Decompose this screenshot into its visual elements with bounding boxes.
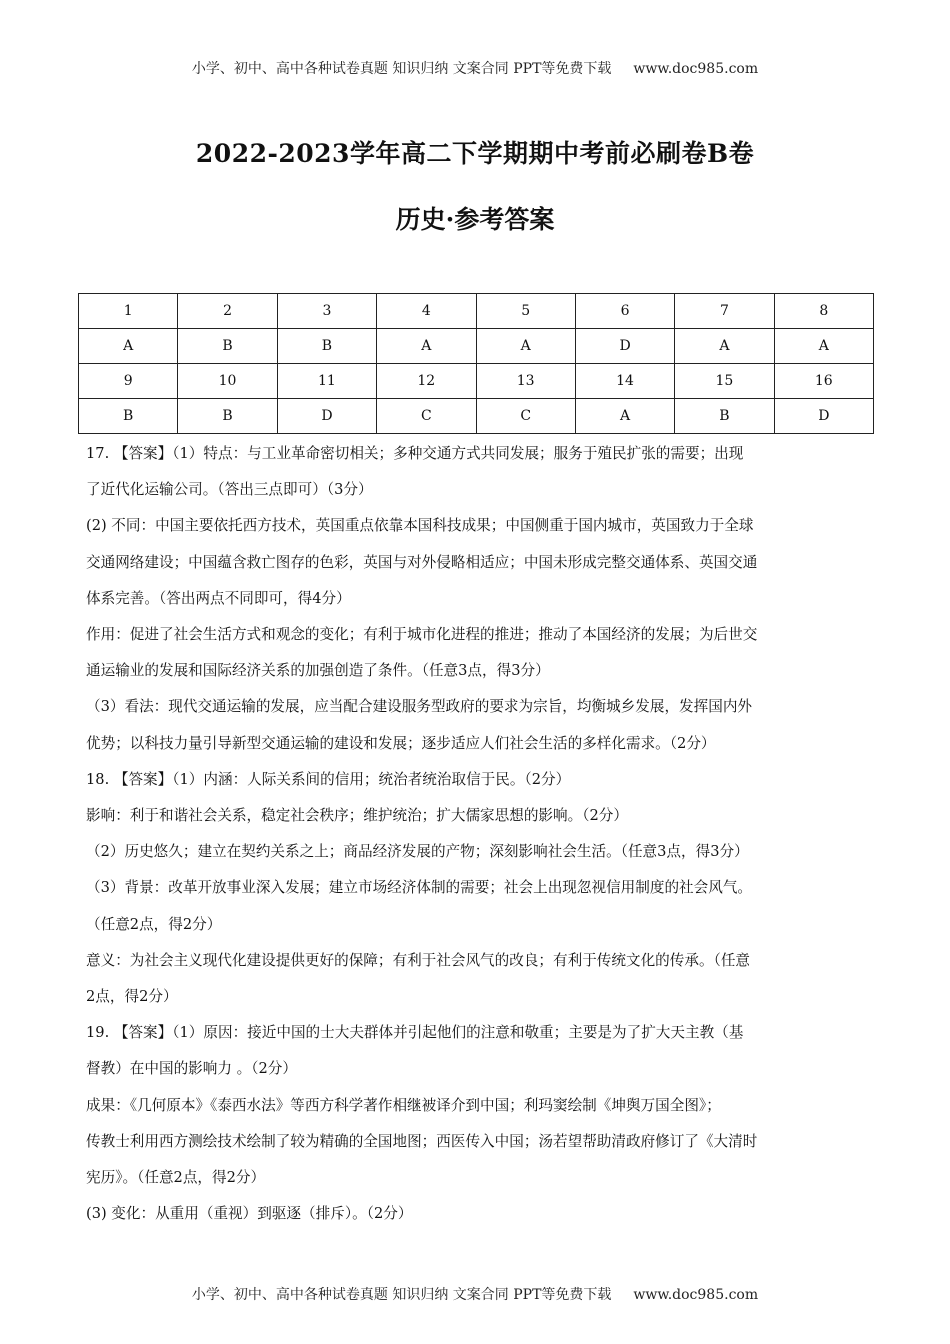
table-cell: B <box>79 399 178 434</box>
answer-line: 影响：利于和谐社会关系，稳定社会秩序；维护统治；扩大儒家思想的影响。（2分） <box>86 807 628 825</box>
table-cell: 15 <box>675 364 774 399</box>
page-header <box>0 58 950 78</box>
answer-line: 体系完善。（答出两点不同即可，得4分） <box>86 589 351 607</box>
table-cell: 4 <box>377 294 476 329</box>
question-number-row <box>79 364 874 399</box>
table-cell: A <box>675 329 774 364</box>
answer-line: 19. 【答案】（1）原因：接近中国的士大夫群体并引起他们的注意和敬重；主要是为了扩大天主教（基 <box>86 1024 744 1042</box>
answer-line: 了近代化运输公司。（答出三点即可）（3分） <box>86 481 373 499</box>
answer-row <box>79 399 874 434</box>
page-footer <box>0 1284 950 1304</box>
answer-line: 2点，得2分） <box>86 988 178 1006</box>
table-cell: D <box>774 399 873 434</box>
table-cell: 12 <box>377 364 476 399</box>
table-cell: B <box>178 329 277 364</box>
answer-line: （3）背景：改革开放事业深入发展；建立市场经济体制的需要；社会上出现忽视信用制度的社会风气。 <box>86 879 753 897</box>
answer-line: 优势；以科技力量引导新型交通运输的建设和发展；逐步适应人们社会生活的多样化需求。（2分） <box>86 734 716 752</box>
table-cell: A <box>79 329 178 364</box>
table-cell: 16 <box>774 364 873 399</box>
footer-site-link[interactable]: www.doc985.com <box>633 1287 759 1303</box>
answer-line: 通运输业的发展和国际经济关系的加强创造了条件。（任意3点，得3分） <box>86 662 550 680</box>
answer-line: (2) 不同：中国主要依托西方技术，英国重点依靠本国科技成果；中国侧重于国内城市，英国致力于全球 <box>86 517 754 535</box>
table-cell: C <box>476 399 575 434</box>
table-cell: B <box>277 329 376 364</box>
answer-line: 成果：《几何原本》《泰西水法》等西方科学著作相继被译介到中国；利玛窦绘制《坤舆万国全图》； <box>86 1096 721 1114</box>
table-cell: D <box>277 399 376 434</box>
answer-line: （任意2点，得2分） <box>86 915 222 933</box>
table-cell: 6 <box>575 294 674 329</box>
answer-body <box>86 436 866 1232</box>
table-cell: D <box>575 329 674 364</box>
table-cell: 8 <box>774 294 873 329</box>
table-cell: 14 <box>575 364 674 399</box>
answer-line: (3) 变化：从重用（重视）到驱逐（排斥）。（2分） <box>86 1205 413 1223</box>
table-cell: 13 <box>476 364 575 399</box>
answer-line: 意义：为社会主义现代化建设提供更好的保障；有利于社会风气的改良；有利于传统文化的传承。（任意 <box>86 951 751 969</box>
answer-line: （3）看法：现代交通运输的发展，应当配合建设服务型政府的要求为宗旨，均衡城乡发展，发挥国内外 <box>86 698 753 716</box>
answer-line: 17. 【答案】（1）特点：与工业革命密切相关；多种交通方式共同发展；服务于殖民扩张的需要；出现 <box>86 445 744 462</box>
table-cell: 10 <box>178 364 277 399</box>
table-cell: C <box>377 399 476 434</box>
table-cell: 9 <box>79 364 178 399</box>
answer-line: 督教）在中国的影响力 。（2分） <box>86 1060 297 1078</box>
table-cell: A <box>377 329 476 364</box>
table-cell: 1 <box>79 294 178 329</box>
table-cell: 2 <box>178 294 277 329</box>
answer-line: （2）历史悠久；建立在契约关系之上；商品经济发展的产物；深刻影响社会生活。（任意3点，得3分） <box>86 843 749 861</box>
document-subtitle: 历史·参考答案 <box>395 205 555 234</box>
footer-text: 小学、初中、高中各种试卷真题 知识归纳 文案合同 PPT等免费下载 <box>191 1287 612 1303</box>
answer-line: 18. 【答案】（1）内涵：人际关系间的信用；统治者统治取信于民。（2分） <box>86 770 571 788</box>
table-cell: B <box>178 399 277 434</box>
table-cell: A <box>476 329 575 364</box>
table-cell: 7 <box>675 294 774 329</box>
answer-row <box>79 329 874 364</box>
header-site-link[interactable]: www.doc985.com <box>633 61 759 77</box>
answer-line: 传教士利用西方测绘技术绘制了较为精确的全国地图；西医传入中国；汤若望帮助清政府修订了《大清时 <box>86 1132 758 1150</box>
answer-line: 交通网络建设；中国蕴含救亡图存的色彩，英国与对外侵略相适应；中国未形成完整交通体系、英国交通 <box>86 553 758 571</box>
answer-line: 作用：促进了社会生活方式和观念的变化；有利于城市化进程的推进；推动了本国经济的发展；为后世交 <box>86 626 758 644</box>
answer-table <box>78 293 874 434</box>
answer-line: 宪历》。（任意2点，得2分） <box>86 1169 266 1187</box>
table-cell: 3 <box>277 294 376 329</box>
document-title: 2022-2023学年高二下学期期中考前必刷卷B卷 <box>195 139 755 168</box>
table-cell: A <box>575 399 674 434</box>
table-cell: A <box>774 329 873 364</box>
header-text: 小学、初中、高中各种试卷真题 知识归纳 文案合同 PPT等免费下载 <box>191 61 612 77</box>
table-cell: 11 <box>277 364 376 399</box>
table-cell: B <box>675 399 774 434</box>
question-number-row <box>79 294 874 329</box>
table-cell: 5 <box>476 294 575 329</box>
